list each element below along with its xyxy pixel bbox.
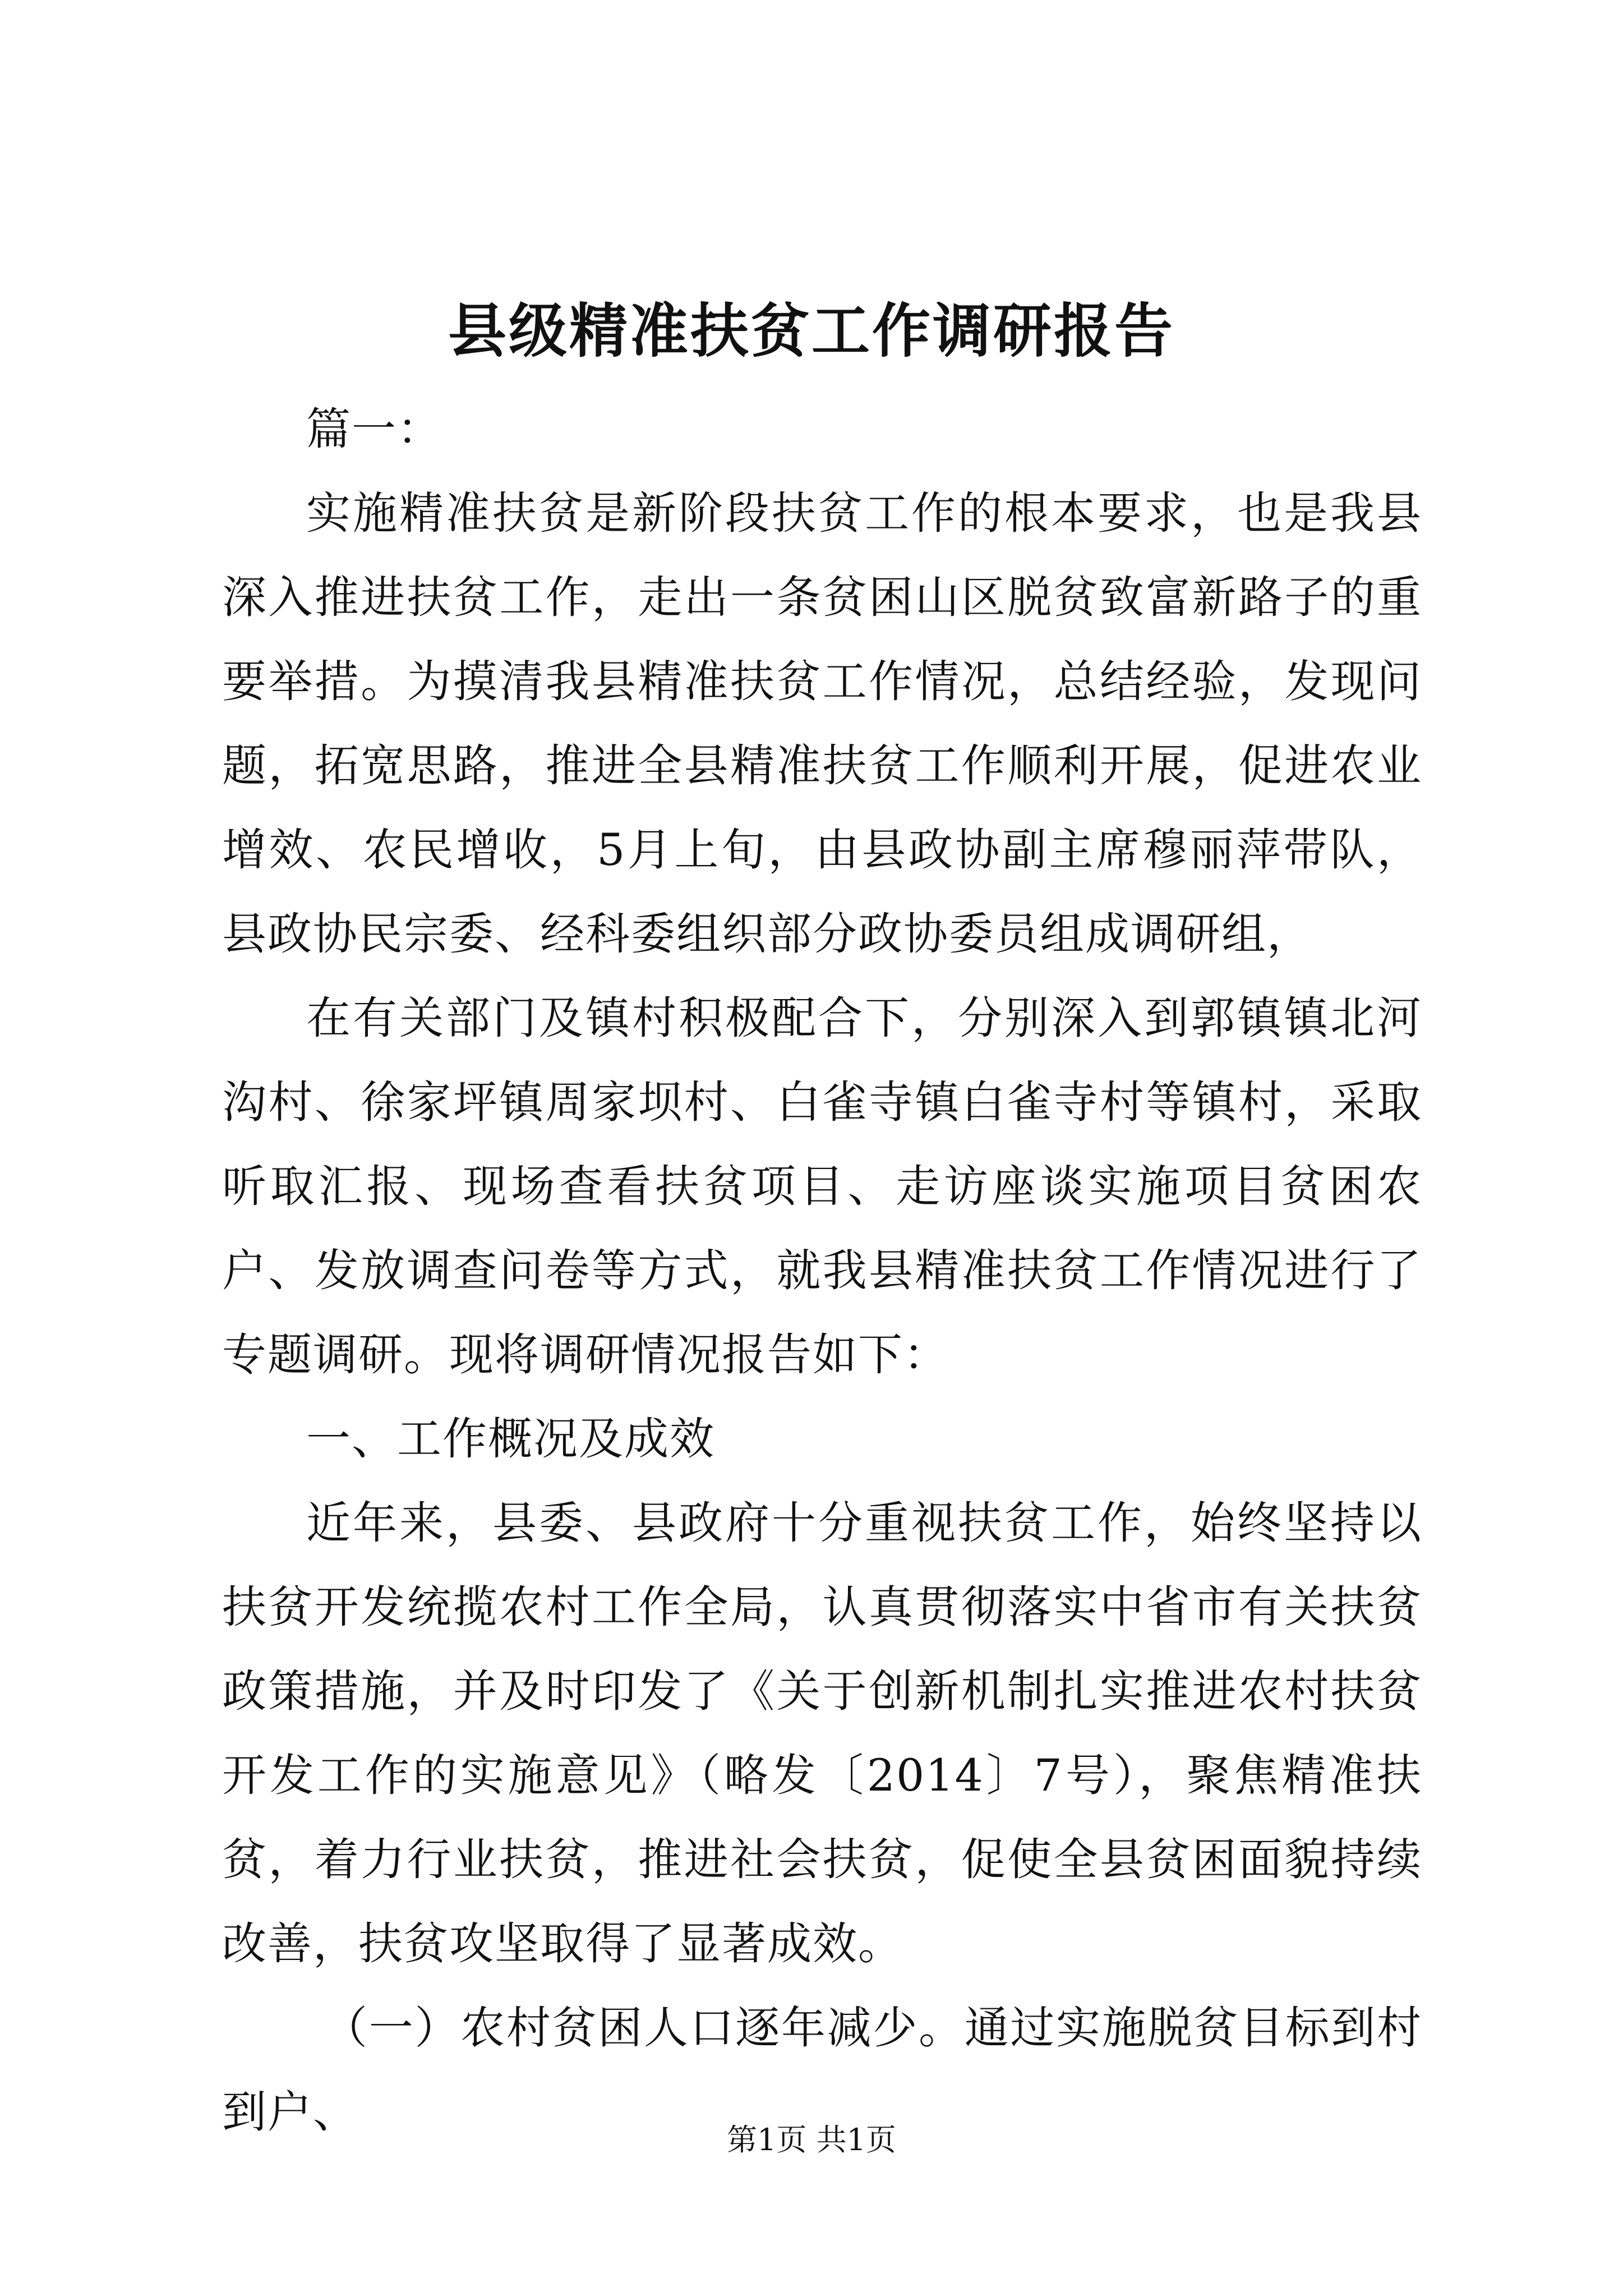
paragraph-heading-part-one: 篇一： xyxy=(306,403,442,455)
document-body xyxy=(222,387,1422,2154)
subsection-heading-poverty-reduction: （一）农村贫困人口逐年减少。通过实施脱贫目标到村到户、 xyxy=(222,2002,1422,2138)
paragraph-intro: 实施精准扶贫是新阶段扶贫工作的根本要求，也是我县深入推进扶贫工作，走出一条贫困山区脱贫致富新路子的重要举措。为摸清我县精准扶贫工作情况，总结经验，发现问题，拓宽思路，推进全县精准扶贫工作顺利开展，促进农业增效、农民增收，5月上旬，由县政协副主席穆丽萍带队，县政协民宗委、经科委组织部分政协委员组成调研组， xyxy=(222,487,1422,960)
document-title: 县级精准扶贫工作调研报告 xyxy=(448,296,1175,365)
paragraph-research-method: 在有关部门及镇村积极配合下，分别深入到郭镇镇北河沟村、徐家坪镇周家坝村、白雀寺镇白雀寺村等镇村，采取听取汇报、现场查看扶贫项目、走访座谈实施项目贫困农户、发放调查问卷等方式，就我县精准扶贫工作情况进行了专题调研。现将调研情况报告如下： xyxy=(222,992,1422,1381)
paragraph-overview: 近年来，县委、县政府十分重视扶贫工作，始终坚持以扶贫开发统揽农村工作全局，认真贯彻落实中省市有关扶贫政策措施，并及时印发了《关于创新机制扎实推进农村扶贫开发工作的实施意见》（略发〔2014〕7号），聚焦精准扶贫，着力行业扶贫，推进社会扶贫，促使全县贫困面貌持续改善，扶贫攻坚取得了显著成效。 xyxy=(222,1497,1422,1970)
section-heading-overview: 一、工作概况及成效 xyxy=(306,1413,715,1465)
page-footer: 第1页 共1页 xyxy=(727,2122,896,2157)
